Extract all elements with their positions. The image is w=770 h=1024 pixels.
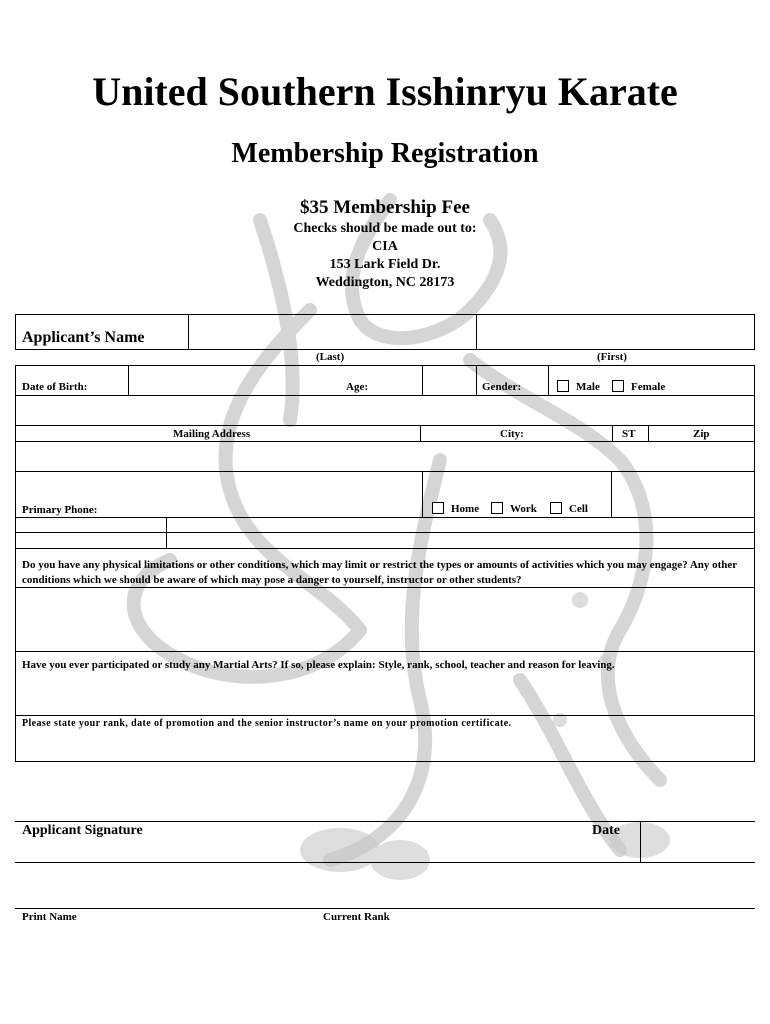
primary-phone-field[interactable] (17, 519, 164, 547)
age-label: Age: (346, 381, 368, 393)
rank-answer-field[interactable] (17, 733, 753, 759)
cell-label: Cell (569, 503, 588, 515)
applicant-name-label: Applicant’s Name (22, 329, 145, 346)
female-checkbox[interactable] (612, 380, 624, 392)
mailing-address-label: Mailing Address (173, 428, 251, 440)
print-name-rank-field[interactable] (17, 880, 753, 906)
address-line-1: 153 Lark Field Dr. (329, 257, 441, 272)
home-checkbox[interactable] (432, 502, 444, 514)
st-label: ST (622, 428, 636, 440)
male-label: Male (576, 381, 600, 393)
work-checkbox[interactable] (491, 502, 503, 514)
rank-question: Please state your rank, date of promotion and the senior instructor’s name on your promotion certificate. (22, 718, 512, 729)
checks-note: Checks should be made out to: (293, 221, 477, 236)
page-subtitle: Membership Registration (231, 138, 539, 169)
current-rank-label: Current Rank (323, 911, 390, 923)
first-name-field[interactable] (478, 316, 752, 348)
applicant-signature-label: Applicant Signature (22, 823, 143, 838)
zip-label: Zip (693, 428, 710, 440)
work-label: Work (510, 503, 537, 515)
date-field[interactable] (642, 823, 752, 860)
address-line-2: Weddington, NC 28173 (315, 275, 455, 290)
limitations-question: Do you have any physical limitations or other conditions, which may limit or restrict the types or amounts of activities which you may engage? Any other conditions which we should be aware of which may pose a danger to yourself, instructor or other students? (22, 559, 737, 586)
city-state-zip-field[interactable] (17, 443, 753, 470)
date-label: Date (592, 823, 620, 838)
last-caption: (Last) (316, 351, 345, 363)
female-label: Female (631, 381, 666, 393)
martial-arts-answer-field[interactable] (17, 675, 753, 713)
martial-arts-question: Have you ever participated or study any Martial Arts? If so, please explain: Style, rank, school, teacher and reason for leaving. (22, 659, 615, 671)
dob-label: Date of Birth: (22, 381, 88, 393)
cell-checkbox[interactable] (550, 502, 562, 514)
gender-label: Gender: (482, 381, 522, 393)
home-label: Home (451, 503, 480, 515)
primary-phone-label: Primary Phone: (22, 504, 98, 516)
city-label: City: (500, 428, 524, 440)
payee: CIA (372, 239, 398, 254)
membership-fee: $35 Membership Fee (300, 197, 470, 218)
age-field[interactable] (424, 367, 474, 394)
applicant-signature-field[interactable] (17, 840, 577, 860)
first-caption: (First) (597, 351, 627, 363)
page-title: United Southern Isshinryu Karate (92, 69, 678, 114)
mailing-address-field[interactable] (17, 397, 753, 424)
male-checkbox[interactable] (557, 380, 569, 392)
limitations-answer-field[interactable] (17, 589, 753, 649)
last-name-field[interactable] (190, 316, 474, 348)
print-name-label: Print Name (22, 911, 77, 923)
dob-field[interactable] (130, 367, 340, 394)
